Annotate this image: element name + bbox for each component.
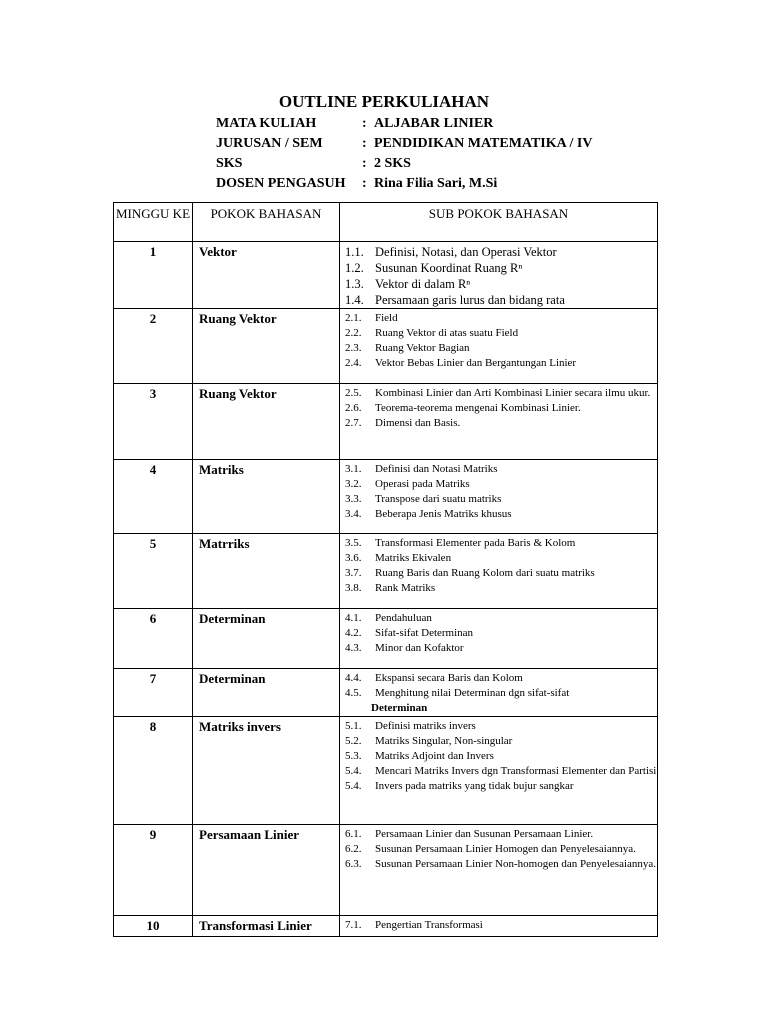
subtopic-number: 3.4. — [345, 508, 362, 520]
table-row — [114, 242, 658, 309]
subtopic-text: Susunan Persamaan Linier Homogen dan Penyelesaiannya. — [375, 843, 636, 855]
week-number: 4 — [114, 460, 193, 534]
topic-name: Vektor — [193, 242, 340, 309]
subtopic-item — [345, 719, 657, 734]
subtopic-cell — [340, 717, 658, 825]
subtopic-text: Sifat-sifat Determinan — [375, 627, 474, 639]
subtopic-text: Transformasi Elementer pada Baris & Kolom — [375, 537, 576, 549]
subtopic-item — [345, 341, 657, 356]
subtopic-text: Kombinasi Linier dan Arti Kombinasi Linier secara ilmu ukur. — [375, 387, 651, 399]
info-value: PENDIDIKAN MATEMATIKA / IV — [374, 136, 593, 151]
week-number: 1 — [114, 242, 193, 309]
subtopic-text: Ruang Baris dan Ruang Kolom dari suatu matriks — [375, 567, 595, 579]
subtopic-item — [345, 292, 657, 308]
subtopic-item — [345, 857, 657, 872]
table-header-row — [114, 203, 658, 242]
subtopic-number: 1.3. — [345, 277, 364, 291]
table-row — [114, 916, 658, 937]
subtopic-text: Vektor di dalam Rⁿ — [375, 277, 471, 291]
subtopic-cell — [340, 534, 658, 609]
outline-table — [113, 202, 658, 937]
subtopic-text: Definisi, Notasi, dan Operasi Vektor — [375, 245, 557, 259]
week-number: 8 — [114, 717, 193, 825]
subtopic-item — [345, 244, 657, 260]
subtopic-text: Persamaan Linier dan Susunan Persamaan Linier. — [375, 828, 594, 840]
subtopic-text: Matriks Adjoint dan Invers — [375, 750, 494, 762]
subtopic-number: 1.1. — [345, 245, 364, 259]
subtopic-item — [345, 326, 657, 341]
subtopic-item — [345, 827, 657, 842]
subtopic-number: 2.3. — [345, 342, 362, 354]
week-number: 3 — [114, 384, 193, 460]
subtopic-number: 5.4. — [345, 765, 362, 777]
subtopic-cell — [340, 460, 658, 534]
subtopic-text: Menghitung nilai Determinan dgn sifat-sifat — [375, 687, 570, 699]
subtopic-text: Ruang Vektor Bagian — [375, 342, 470, 354]
info-label: JURUSAN / SEM — [216, 136, 323, 151]
table-row — [114, 717, 658, 825]
subtopic-number: 3.2. — [345, 478, 362, 490]
subtopic-item — [345, 477, 657, 492]
subtopic-text: Rank Matriks — [375, 582, 436, 594]
table-row — [114, 384, 658, 460]
subtopic-number: 1.4. — [345, 293, 364, 307]
subtopic-text: Dimensi dan Basis. — [375, 417, 461, 429]
subtopic-number: 2.7. — [345, 417, 362, 429]
subtopic-item — [345, 764, 657, 779]
topic-name: Ruang Vektor — [193, 384, 340, 460]
subtopic-text: Susunan Koordinat Ruang Rⁿ — [375, 261, 523, 275]
subtopic-item — [345, 386, 657, 401]
subtopic-continuation: Determinan — [371, 702, 428, 714]
subtopic-text: Pengertian Transformasi — [375, 919, 483, 931]
info-label: SKS — [216, 156, 243, 171]
subtopic-cell — [340, 309, 658, 384]
subtopic-item — [345, 311, 657, 326]
subtopic-item — [345, 551, 657, 566]
subtopic-item — [345, 260, 657, 276]
subtopic-text: Ruang Vektor di atas suatu Field — [375, 327, 519, 339]
week-number: 10 — [114, 916, 193, 937]
subtopic-number: 3.5. — [345, 537, 362, 549]
table-row — [114, 460, 658, 534]
subtopic-number: 5.3. — [345, 750, 362, 762]
info-colon: : — [362, 156, 367, 171]
subtopic-number: 2.5. — [345, 387, 362, 399]
info-row-credits — [216, 154, 592, 174]
subtopic-text: Definisi dan Notasi Matriks — [375, 463, 498, 475]
subtopic-text: Invers pada matriks yang tidak bujur sangkar — [375, 780, 574, 792]
subtopic-cell — [340, 609, 658, 669]
subtopic-text: Ekspansi secara Baris dan Kolom — [375, 672, 523, 684]
subtopic-number: 6.1. — [345, 828, 362, 840]
subtopic-number: 5.2. — [345, 735, 362, 747]
subtopic-item — [345, 671, 657, 686]
subtopic-item — [345, 566, 657, 581]
info-value: 2 SKS — [374, 156, 411, 171]
subtopic-cell — [340, 916, 658, 937]
subtopic-text: Matriks Singular, Non-singular — [375, 735, 513, 747]
subtopic-cell — [340, 669, 658, 717]
topic-name: Persamaan Linier — [193, 825, 340, 916]
week-number: 6 — [114, 609, 193, 669]
info-row-course — [216, 114, 592, 134]
info-row-lecturer — [216, 174, 592, 194]
table-row — [114, 309, 658, 384]
week-number: 5 — [114, 534, 193, 609]
table-row — [114, 669, 658, 717]
week-number: 2 — [114, 309, 193, 384]
subtopic-number: 4.5. — [345, 687, 362, 699]
subtopic-number: 2.4. — [345, 357, 362, 369]
subtopic-cell — [340, 242, 658, 309]
subtopic-number: 3.8. — [345, 582, 362, 594]
header-sub-pokok-bahasan: SUB POKOK BAHASAN — [340, 203, 658, 242]
subtopic-number: 6.2. — [345, 843, 362, 855]
subtopic-text: Operasi pada Matriks — [375, 478, 470, 490]
subtopic-cell — [340, 384, 658, 460]
table-row — [114, 825, 658, 916]
subtopic-item — [345, 734, 657, 749]
subtopic-item — [345, 492, 657, 507]
subtopic-item — [345, 611, 657, 626]
subtopic-number: 2.2. — [345, 327, 362, 339]
topic-name: Matrriks — [193, 534, 340, 609]
subtopic-number: 4.1. — [345, 612, 362, 624]
subtopic-item — [345, 416, 657, 431]
subtopic-text: Persamaan garis lurus dan bidang rata — [375, 293, 565, 307]
info-colon: : — [362, 116, 367, 131]
subtopic-item — [345, 507, 657, 522]
topic-name: Determinan — [193, 609, 340, 669]
subtopic-number: 1.2. — [345, 261, 364, 275]
subtopic-item — [345, 276, 657, 292]
topic-name: Determinan — [193, 669, 340, 717]
subtopic-item — [345, 581, 657, 596]
subtopic-item — [345, 401, 657, 416]
subtopic-item — [345, 686, 657, 701]
info-colon: : — [362, 136, 367, 151]
topic-name: Matriks — [193, 460, 340, 534]
subtopic-text: Vektor Bebas Linier dan Bergantungan Linier — [375, 357, 577, 369]
table-row — [114, 609, 658, 669]
course-info — [216, 114, 592, 194]
subtopic-number: 4.2. — [345, 627, 362, 639]
topic-name: Transformasi Linier — [193, 916, 340, 937]
info-value: Rina Filia Sari, M.Si — [374, 176, 498, 191]
subtopic-number: 3.7. — [345, 567, 362, 579]
subtopic-number: 5.1. — [345, 720, 362, 732]
table-body — [114, 242, 658, 937]
subtopic-item — [345, 641, 657, 656]
subtopic-number: 2.6. — [345, 402, 362, 414]
subtopic-text: Field — [375, 312, 398, 324]
subtopic-item — [345, 536, 657, 551]
info-value: ALJABAR LINIER — [374, 116, 494, 131]
subtopic-number: 3.3. — [345, 493, 362, 505]
topic-name: Matriks invers — [193, 717, 340, 825]
subtopic-text: Mencari Matriks Invers dgn Transformasi Elementer dan Partisi — [375, 765, 657, 777]
subtopic-number: 4.4. — [345, 672, 362, 684]
subtopic-number: 3.1. — [345, 463, 362, 475]
header-minggu: MINGGU KE — [114, 203, 193, 242]
subtopic-text: Matriks Ekivalen — [375, 552, 452, 564]
subtopic-item — [345, 918, 657, 933]
header-pokok-bahasan: POKOK BAHASAN — [193, 203, 340, 242]
subtopic-cell — [340, 825, 658, 916]
subtopic-number: 5.4. — [345, 780, 362, 792]
subtopic-item — [345, 626, 657, 641]
subtopic-text: Pendahuluan — [375, 612, 432, 624]
info-row-major — [216, 134, 592, 154]
info-label: DOSEN PENGASUH — [216, 176, 346, 191]
subtopic-item — [345, 356, 657, 371]
subtopic-text: Minor dan Kofaktor — [375, 642, 464, 654]
subtopic-text: Beberapa Jenis Matriks khusus — [375, 508, 512, 520]
subtopic-number: 3.6. — [345, 552, 362, 564]
subtopic-item — [345, 842, 657, 857]
subtopic-number: 4.3. — [345, 642, 362, 654]
subtopic-number: 2.1. — [345, 312, 362, 324]
subtopic-text: Transpose dari suatu matriks — [375, 493, 502, 505]
subtopic-number: 6.3. — [345, 858, 362, 870]
subtopic-item — [345, 749, 657, 764]
subtopic-text: Susunan Persamaan Linier Non-homogen dan Penyelesaiannya. — [375, 858, 657, 870]
table-row — [114, 534, 658, 609]
subtopic-text: Teorema-teorema mengenai Kombinasi Linier. — [375, 402, 581, 414]
subtopic-item — [345, 779, 657, 794]
info-label: MATA KULIAH — [216, 116, 317, 131]
page-title: OUTLINE PERKULIAHAN — [278, 92, 490, 111]
week-number: 9 — [114, 825, 193, 916]
info-colon: : — [362, 176, 367, 191]
subtopic-number: 7.1. — [345, 919, 362, 931]
subtopic-item — [345, 462, 657, 477]
topic-name: Ruang Vektor — [193, 309, 340, 384]
week-number: 7 — [114, 669, 193, 717]
subtopic-text: Definisi matriks invers — [375, 720, 476, 732]
